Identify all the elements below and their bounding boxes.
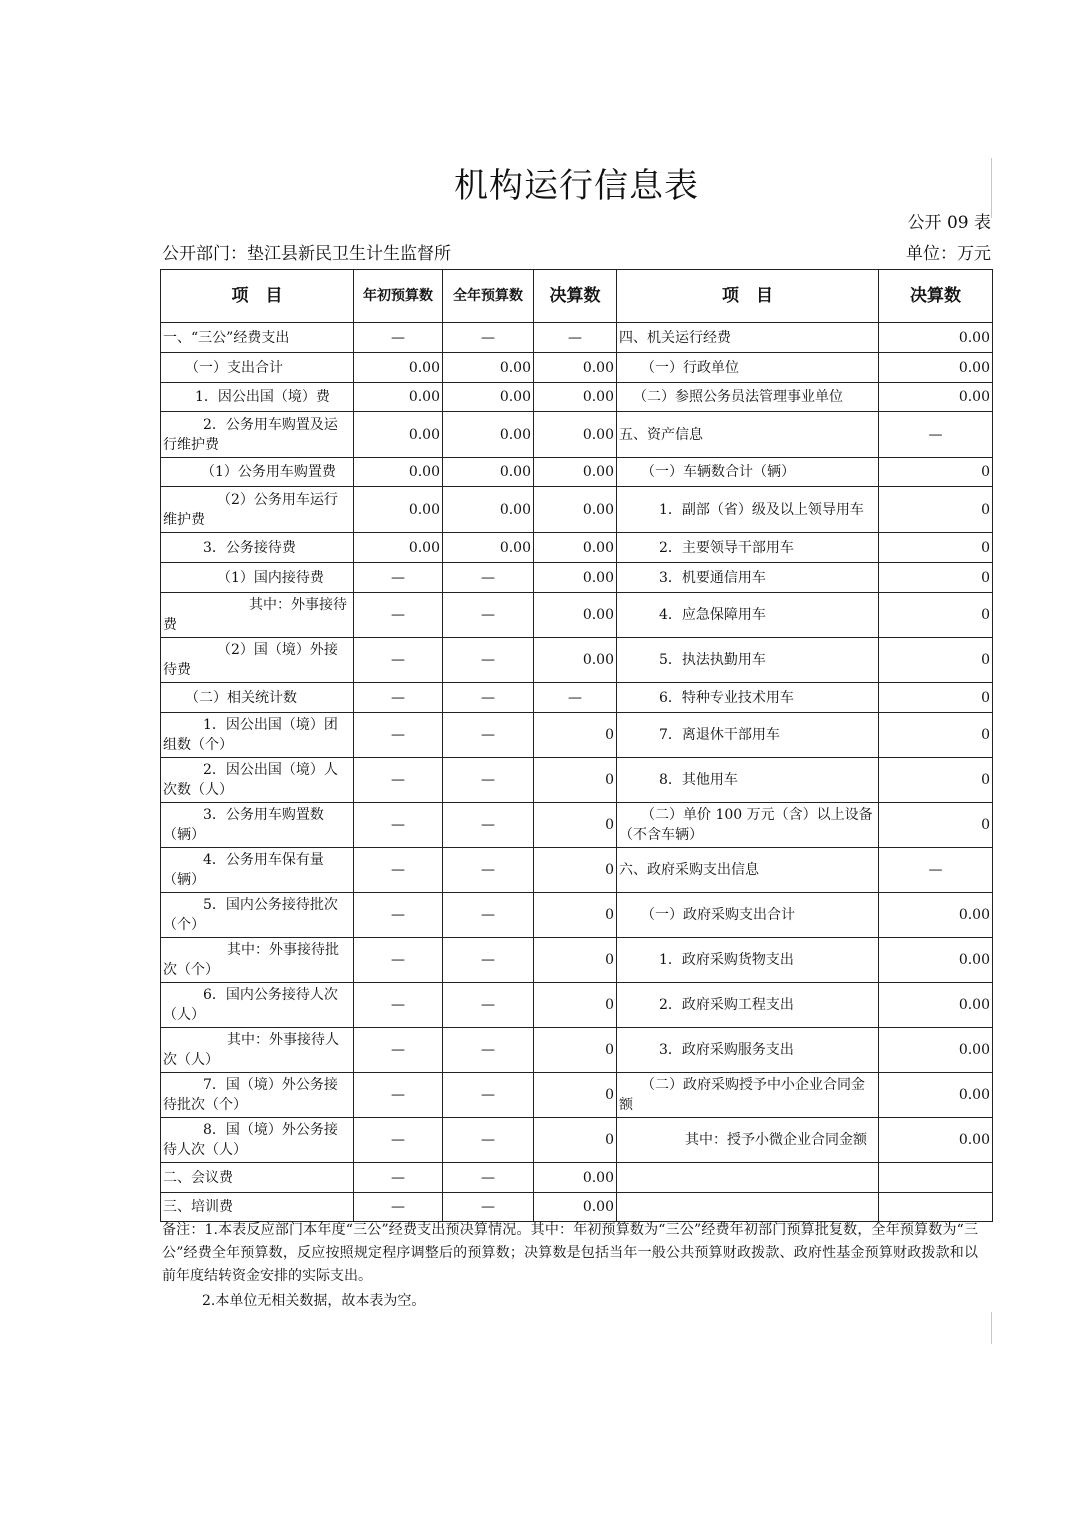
row-final-left: 0.00 <box>534 563 617 593</box>
row-full-year-budget: 0.00 <box>443 458 534 487</box>
row-full-year-budget: — <box>443 1073 534 1118</box>
row-final-right: 0.00 <box>879 383 993 412</box>
row-final-right: 0.00 <box>879 1028 993 1073</box>
row-item-right: 5．执法执勤用车 <box>617 638 879 683</box>
header-initial-budget: 年初预算数 <box>354 270 443 323</box>
row-full-year-budget: — <box>443 323 534 353</box>
row-final-right: 0.00 <box>879 983 993 1028</box>
row-final-right: 0 <box>879 683 993 713</box>
row-final-right: 0 <box>879 533 993 563</box>
row-item-left: 一、“三公”经费支出 <box>161 323 354 353</box>
row-item-right: 2．主要领导干部用车 <box>617 533 879 563</box>
row-item-left: 其中：外事接待费 <box>161 593 354 638</box>
row-item-left: 6．国内公务接待人次（人） <box>161 983 354 1028</box>
row-full-year-budget: — <box>443 893 534 938</box>
table-note-2: 2.本单位无相关数据，故本表为空。 <box>202 1293 426 1309</box>
page-edge-line-bottom <box>991 1312 992 1344</box>
row-item-right: （二）参照公务员法管理事业单位 <box>617 383 879 412</box>
row-item-right: 4．应急保障用车 <box>617 593 879 638</box>
row-full-year-budget: 0.00 <box>443 353 534 383</box>
row-full-year-budget: — <box>443 848 534 893</box>
row-final-left: 0.00 <box>534 383 617 412</box>
row-initial-budget: 0.00 <box>354 412 443 458</box>
row-full-year-budget: — <box>443 563 534 593</box>
row-final-left: 0 <box>534 983 617 1028</box>
row-initial-budget: — <box>354 713 443 758</box>
row-item-right: 3．政府采购服务支出 <box>617 1028 879 1073</box>
row-full-year-budget: 0.00 <box>443 533 534 563</box>
row-full-year-budget: — <box>443 1118 534 1163</box>
row-item-right: 1．政府采购货物支出 <box>617 938 879 983</box>
table-row <box>161 412 993 458</box>
table-row <box>161 983 993 1028</box>
row-item-right <box>617 1163 879 1193</box>
row-initial-budget: — <box>354 683 443 713</box>
table-header-row <box>161 270 993 323</box>
header-item-right: 项 目 <box>617 270 879 323</box>
row-final-right: 0 <box>879 487 993 533</box>
row-item-left: 其中：外事接待人次（人） <box>161 1028 354 1073</box>
row-item-right: 3．机要通信用车 <box>617 563 879 593</box>
table-row <box>161 323 993 353</box>
row-item-left: 1．因公出国（境）团组数（个） <box>161 713 354 758</box>
table-row <box>161 1073 993 1118</box>
table-row <box>161 1118 993 1163</box>
row-item-right: 6．特种专业技术用车 <box>617 683 879 713</box>
row-full-year-budget: — <box>443 1193 534 1222</box>
row-item-left: 3．公务接待费 <box>161 533 354 563</box>
row-initial-budget: — <box>354 803 443 848</box>
row-item-left: 7．国（境）外公务接待批次（个） <box>161 1073 354 1118</box>
row-item-left: 2．公务用车购置及运行维护费 <box>161 412 354 458</box>
row-final-left: — <box>534 683 617 713</box>
table-row <box>161 1193 993 1222</box>
row-final-left: 0 <box>534 713 617 758</box>
header-full-year-budget: 全年预算数 <box>443 270 534 323</box>
row-final-right <box>879 1193 993 1222</box>
row-final-right: 0.00 <box>879 938 993 983</box>
row-final-right: 0 <box>879 758 993 803</box>
row-item-right: 1．副部（省）级及以上领导用车 <box>617 487 879 533</box>
row-item-left: （1）国内接待费 <box>161 563 354 593</box>
table-row <box>161 803 993 848</box>
row-full-year-budget: — <box>443 1028 534 1073</box>
table-row <box>161 893 993 938</box>
row-item-right: （二）政府采购授予中小企业合同金额 <box>617 1073 879 1118</box>
row-item-left: 3．公务用车购置数（辆） <box>161 803 354 848</box>
row-final-left: 0 <box>534 1028 617 1073</box>
row-final-left: 0 <box>534 893 617 938</box>
row-final-left: 0 <box>534 1118 617 1163</box>
table-row <box>161 458 993 487</box>
row-final-left: 0.00 <box>534 412 617 458</box>
row-item-right: （一）车辆数合计（辆） <box>617 458 879 487</box>
unit-label: 单位：万元 <box>906 244 991 264</box>
row-final-right: 0.00 <box>879 1073 993 1118</box>
row-item-right: 8．其他用车 <box>617 758 879 803</box>
row-final-left: — <box>534 323 617 353</box>
row-initial-budget: — <box>354 593 443 638</box>
row-item-left: 4．公务用车保有量（辆） <box>161 848 354 893</box>
row-initial-budget: 0.00 <box>354 533 443 563</box>
row-initial-budget: — <box>354 1073 443 1118</box>
row-initial-budget: — <box>354 563 443 593</box>
row-final-left: 0.00 <box>534 353 617 383</box>
row-initial-budget: — <box>354 983 443 1028</box>
header-final-right: 决算数 <box>879 270 993 323</box>
row-final-left: 0.00 <box>534 487 617 533</box>
row-initial-budget: 0.00 <box>354 383 443 412</box>
row-full-year-budget: — <box>443 983 534 1028</box>
table-row <box>161 563 993 593</box>
row-item-left: （2）国（境）外接待费 <box>161 638 354 683</box>
row-initial-budget: — <box>354 1193 443 1222</box>
row-final-right: 0 <box>879 593 993 638</box>
row-item-right: 其中：授予小微企业合同金额 <box>617 1118 879 1163</box>
info-table <box>160 269 993 1222</box>
row-full-year-budget: 0.00 <box>443 412 534 458</box>
header-final-left: 决算数 <box>534 270 617 323</box>
table-row <box>161 938 993 983</box>
row-item-left: 8．国（境）外公务接待人次（人） <box>161 1118 354 1163</box>
table-row <box>161 713 993 758</box>
row-item-right: 7．离退休干部用车 <box>617 713 879 758</box>
row-item-left: （2）公务用车运行维护费 <box>161 487 354 533</box>
row-full-year-budget: — <box>443 1163 534 1193</box>
row-item-left: 1．因公出国（境）费 <box>161 383 354 412</box>
header-item-left: 项 目 <box>161 270 354 323</box>
table-row <box>161 353 993 383</box>
row-item-left: 其中：外事接待批次（个） <box>161 938 354 983</box>
row-final-right: 0.00 <box>879 353 993 383</box>
row-final-right: — <box>879 412 993 458</box>
row-item-right: 2．政府采购工程支出 <box>617 983 879 1028</box>
row-final-left: 0 <box>534 938 617 983</box>
row-full-year-budget: — <box>443 638 534 683</box>
row-final-right: 0 <box>879 563 993 593</box>
row-full-year-budget: 0.00 <box>443 383 534 412</box>
row-initial-budget: 0.00 <box>354 458 443 487</box>
row-initial-budget: — <box>354 1028 443 1073</box>
table-row <box>161 848 993 893</box>
row-final-left: 0 <box>534 1073 617 1118</box>
row-initial-budget: 0.00 <box>354 487 443 533</box>
row-item-left: 2．因公出国（境）人次数（人） <box>161 758 354 803</box>
row-final-right <box>879 1163 993 1193</box>
row-full-year-budget: — <box>443 713 534 758</box>
row-item-right <box>617 1193 879 1222</box>
row-final-left: 0.00 <box>534 458 617 487</box>
row-final-right: 0 <box>879 803 993 848</box>
row-final-right: 0.00 <box>879 893 993 938</box>
row-item-right: 六、政府采购支出信息 <box>617 848 879 893</box>
row-final-right: 0 <box>879 713 993 758</box>
row-item-left: （1）公务用车购置费 <box>161 458 354 487</box>
row-initial-budget: — <box>354 758 443 803</box>
row-final-left: 0 <box>534 848 617 893</box>
row-item-right: （一）政府采购支出合计 <box>617 893 879 938</box>
row-final-left: 0.00 <box>534 1193 617 1222</box>
table-row <box>161 533 993 563</box>
row-final-left: 0.00 <box>534 1163 617 1193</box>
row-initial-budget: — <box>354 893 443 938</box>
table-row <box>161 487 993 533</box>
table-row <box>161 1163 993 1193</box>
page-title: 机构运行信息表 <box>454 166 699 206</box>
row-item-right: （一）行政单位 <box>617 353 879 383</box>
row-final-right: 0.00 <box>879 323 993 353</box>
row-final-left: 0.00 <box>534 638 617 683</box>
row-final-left: 0 <box>534 758 617 803</box>
row-initial-budget: 0.00 <box>354 353 443 383</box>
table-row <box>161 1028 993 1073</box>
row-item-left: 三、培训费 <box>161 1193 354 1222</box>
row-final-left: 0 <box>534 803 617 848</box>
form-number: 公开 09 表 <box>907 213 991 233</box>
row-initial-budget: — <box>354 1118 443 1163</box>
row-initial-budget: — <box>354 938 443 983</box>
row-item-right: 四、机关运行经费 <box>617 323 879 353</box>
row-full-year-budget: — <box>443 803 534 848</box>
row-item-left: （二）相关统计数 <box>161 683 354 713</box>
row-item-right: 五、资产信息 <box>617 412 879 458</box>
row-final-left: 0.00 <box>534 593 617 638</box>
row-initial-budget: — <box>354 1163 443 1193</box>
row-final-right: 0 <box>879 458 993 487</box>
row-initial-budget: — <box>354 848 443 893</box>
table-row <box>161 758 993 803</box>
row-item-right: （二）单价 100 万元（含）以上设备（不含车辆） <box>617 803 879 848</box>
row-full-year-budget: — <box>443 683 534 713</box>
row-full-year-budget: — <box>443 938 534 983</box>
table-row <box>161 593 993 638</box>
row-final-right: — <box>879 848 993 893</box>
row-item-left: 5．国内公务接待批次（个） <box>161 893 354 938</box>
department-label: 公开部门：垫江县新民卫生计生监督所 <box>162 244 451 264</box>
row-full-year-budget: 0.00 <box>443 487 534 533</box>
row-final-right: 0 <box>879 638 993 683</box>
row-final-left: 0.00 <box>534 533 617 563</box>
row-final-right: 0.00 <box>879 1118 993 1163</box>
table-row <box>161 383 993 412</box>
row-item-left: （一）支出合计 <box>161 353 354 383</box>
row-item-left: 二、会议费 <box>161 1163 354 1193</box>
row-full-year-budget: — <box>443 758 534 803</box>
row-full-year-budget: — <box>443 593 534 638</box>
table-row <box>161 683 993 713</box>
table-row <box>161 638 993 683</box>
row-initial-budget: — <box>354 323 443 353</box>
table-note: 备注：1.本表反应部门本年度“三公”经费支出预决算情况。其中：年初预算数为“三公”经费年初部门预算批复数，全年预算数为“三公”经费全年预算数，反应按照规定程序调整后的预算数；决算数是包括当年一般公共预算财政拨款、政府性基金预算财政拨款和以前年度结转资金安排的实际支出。 <box>162 1222 978 1284</box>
row-initial-budget: — <box>354 638 443 683</box>
